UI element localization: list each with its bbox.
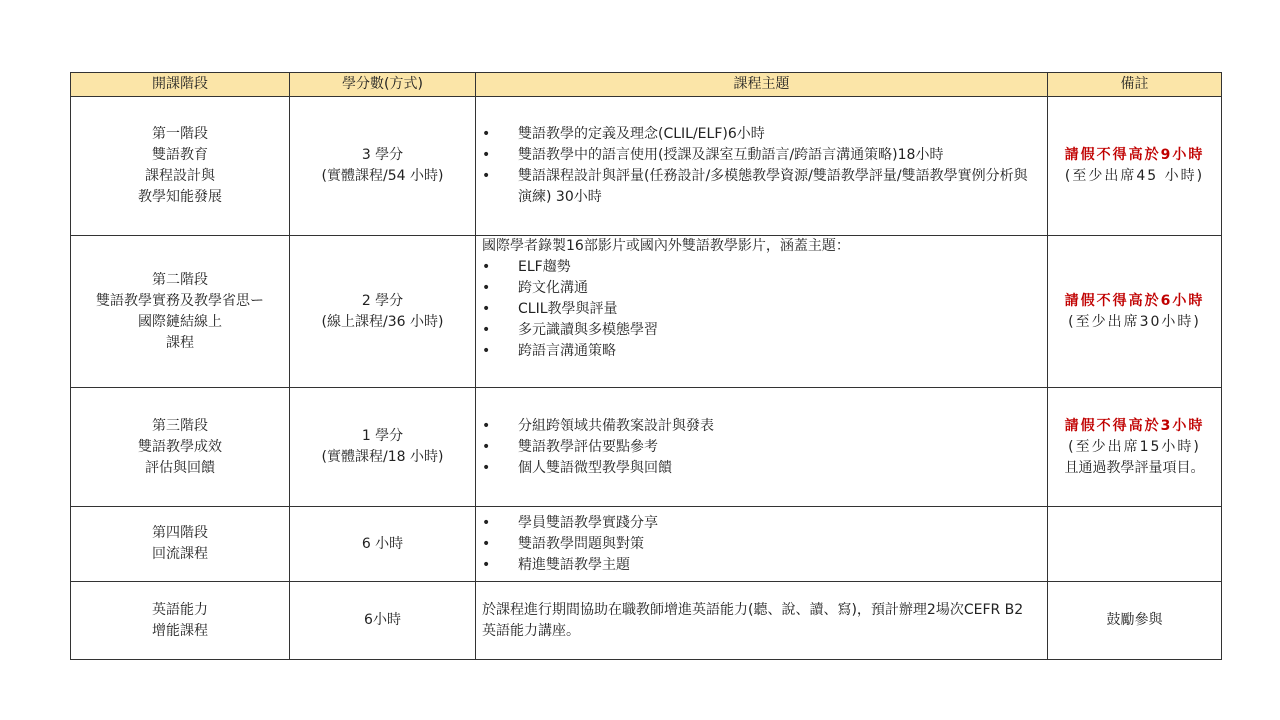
stage-line: 第一階段 [152, 126, 208, 142]
credit-cell [290, 388, 476, 507]
course-table [70, 72, 1222, 660]
encourage-note: 鼓勵參與 [1106, 612, 1163, 628]
topic-item: • 雙語教學中的語言使用(授課及課室互動語言/跨語言溝通策略)18小時 [482, 145, 1041, 166]
topic-item: • 個人雙語微型教學與回饋 [482, 458, 1041, 479]
attendance-note: (至少出席30小時) [1068, 313, 1201, 330]
credit-line: (實體課程/54 小時) [321, 168, 444, 184]
stage-line: 第四階段 [152, 525, 208, 541]
credit-line: 6 小時 [361, 535, 404, 552]
credit-cell [290, 97, 476, 236]
credit-line: 1 學分 [361, 428, 404, 444]
credit-cell [290, 582, 476, 660]
stage-line: 回流課程 [152, 546, 208, 562]
topic-list [482, 416, 1041, 479]
topic-item: • 分組跨領域共備教案設計與發表 [482, 416, 1041, 437]
topic-item: • 多元識讀與多模態學習 [482, 320, 1041, 341]
table-row [71, 388, 1222, 507]
header-notes: 備註 [1048, 73, 1222, 97]
topic-item: • 跨文化溝通 [482, 278, 1041, 299]
header-stage: 開課階段 [71, 73, 290, 97]
credit-cell [290, 507, 476, 582]
stage-line: 雙語教育 [152, 147, 208, 163]
topic-item: • ELF趨勢 [482, 257, 1041, 278]
credit-line: (線上課程/36 小時) [321, 313, 444, 330]
stage-cell [71, 97, 290, 236]
stage-line: 英語能力 [152, 601, 208, 618]
attendance-note: (至少出席15小時) [1068, 438, 1201, 455]
stage-line: 第三階段 [152, 417, 208, 434]
attendance-note: (至少出席45 小時) [1064, 168, 1205, 184]
credit-line: (實體課程/18 小時) [321, 449, 444, 465]
stage-line: 增能課程 [152, 622, 208, 639]
note-cell [1048, 388, 1222, 507]
credit-cell [290, 236, 476, 388]
stage-line: 課程 [166, 334, 194, 351]
table-row [71, 236, 1222, 388]
topic-item: • 精進雙語教學主題 [482, 555, 1041, 576]
topic-cell [476, 582, 1048, 660]
stage-cell [71, 388, 290, 507]
note-cell [1048, 236, 1222, 388]
stage-line: 雙語教學實務及教學省思ー [96, 292, 264, 309]
topic-cell [476, 507, 1048, 582]
header-topics: 課程主題 [476, 73, 1048, 97]
credit-line: 3 學分 [361, 147, 404, 163]
stage-line: 評估與回饋 [145, 459, 215, 476]
stage-line: 第二階段 [152, 271, 208, 288]
credit-line: 2 學分 [361, 292, 404, 309]
credit-line: 6小時 [364, 612, 401, 628]
table-row [71, 582, 1222, 660]
topic-item: • 雙語教學評估要點參考 [482, 437, 1041, 458]
stage-line: 國際鏈結線上 [138, 313, 222, 330]
topic-item: • 學員雙語教學實踐分享 [482, 513, 1041, 534]
evaluation-note: 且通過教學評量項目。 [1064, 459, 1205, 476]
leave-limit-note: 請假不得高於6小時 [1064, 292, 1205, 309]
topic-cell [476, 236, 1048, 388]
topic-item: • 雙語課程設計與評量(任務設計/多模態教學資源/雙語教學評量/雙語教學實例分析與演練) 30小時 [482, 166, 1041, 208]
stage-cell [71, 582, 290, 660]
stage-line: 教學知能發展 [138, 189, 222, 205]
topic-list [482, 124, 1041, 208]
header-credits: 學分數(方式) [290, 73, 476, 97]
topic-item: • 雙語教學問題與對策 [482, 534, 1041, 555]
note-cell [1048, 582, 1222, 660]
note-cell [1048, 97, 1222, 236]
topic-list [482, 513, 1041, 576]
stage-line: 課程設計與 [145, 168, 215, 184]
table-row [71, 97, 1222, 236]
topic-cell [476, 97, 1048, 236]
topic-item: • 雙語教學的定義及理念(CLIL/ELF)6小時 [482, 124, 1041, 145]
leave-limit-note: 請假不得高於9小時 [1064, 147, 1205, 163]
table-header-row [71, 73, 1222, 97]
topic-text: 於課程進行期間協助在職教師增進英語能力(聽、說、讀、寫)，預計辦理2場次CEFR B2 英語能力講座。 [482, 601, 1024, 639]
note-cell [1048, 507, 1222, 582]
topic-item: • 跨語言溝通策略 [482, 341, 1041, 362]
topic-intro: 國際學者錄製16部影片或國內外雙語教學影片，涵蓋主題： [482, 238, 850, 254]
topic-cell [476, 388, 1048, 507]
topic-item: • CLIL教學與評量 [482, 299, 1041, 320]
stage-cell [71, 507, 290, 582]
table-row [71, 507, 1222, 582]
topic-list [482, 257, 1041, 362]
stage-cell [71, 236, 290, 388]
stage-line: 雙語教學成效 [138, 438, 222, 455]
leave-limit-note: 請假不得高於3小時 [1064, 417, 1205, 434]
